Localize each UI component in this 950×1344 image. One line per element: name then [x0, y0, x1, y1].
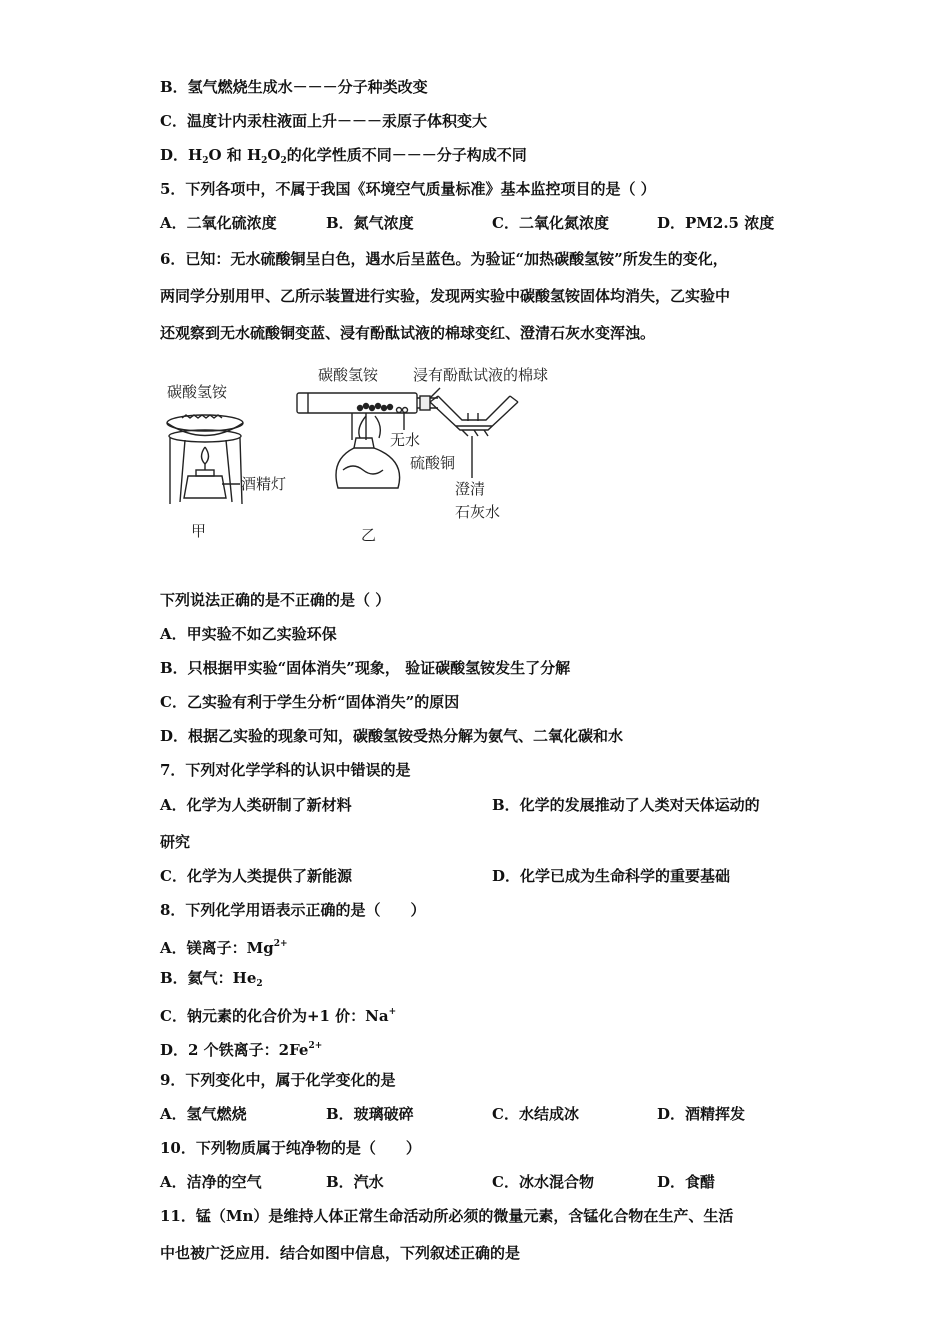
q6-option-a: A．甲实验不如乙实验环保: [160, 625, 337, 643]
yi-label-copper-sulfate: 硫酸铜: [410, 454, 456, 472]
q10-option-c: C．冰水混合物: [492, 1173, 594, 1191]
q11-stem-line1: 11．锰（Mn）是维持人体正常生命活动所必须的微量元素，含锰化合物在生产、生活: [160, 1207, 734, 1225]
q11-stem-line2: 中也被广泛应用．结合如图中信息，下列叙述正确的是: [160, 1244, 521, 1262]
q6-option-d: D．根据乙实验的现象可知，碳酸氢铵受热分解为氨气、二氧化碳和水: [160, 727, 624, 745]
jia-label-ammonium-bicarbonate: 碳酸氢铵: [167, 383, 228, 401]
yi-label-clear: 澄清: [455, 480, 486, 498]
q4-option-c: C．温度计内汞柱液面上升－－－汞原子体积变大: [160, 112, 487, 130]
q8-option-a: A．镁离子：$Mg^{2+}$: [160, 939, 288, 957]
jia-apparatus: [167, 415, 243, 504]
q5-option-c: C．二氧化氮浓度: [492, 214, 609, 232]
q10-stem: 10．下列物质属于纯净物的是（ ）: [160, 1139, 421, 1157]
q7-option-a: A．化学为人类研制了新材料: [160, 796, 352, 814]
q6-stem-line1: 6．已知：无水硫酸铜呈白色，遇水后呈蓝色。为验证“加热碳酸氢铵”所发生的变化，: [160, 250, 728, 268]
q7-option-b-cont: 研究: [160, 833, 191, 851]
q9-option-d: D．酒精挥发: [657, 1105, 746, 1123]
q6-stem-line2: 两同学分别用甲、乙所示装置进行实验，发现两实验中碳酸氢铵固体均消失，乙实验中: [160, 287, 731, 305]
q6-option-b: B．只根据甲实验“固体消失”现象， 验证碳酸氢铵发生了分解: [160, 659, 571, 677]
q10-option-b: B．汽水: [326, 1173, 384, 1191]
q10-option-d: D．食醋: [657, 1173, 716, 1191]
q4-option-b: B．氢气燃烧生成水－－－分子种类改变: [160, 78, 428, 96]
q10-option-a: A．洁净的空气: [160, 1173, 262, 1191]
yi-label-ammonium-bicarbonate: 碳酸氢铵: [318, 366, 379, 384]
yi-label-cotton-ball: 浸有酚酞试液的棉球: [413, 366, 549, 384]
q6-question: 下列说法正确的是不正确的是（ ）: [160, 591, 391, 609]
q4-option-d: D．$H_2O$ 和 $H_2O_2$的化学性质不同－－－分子构成不同: [160, 146, 527, 166]
q9-stem: 9．下列变化中，属于化学变化的是: [160, 1071, 396, 1089]
q8-option-c: C．钠元素的化合价为+1 价：Na+: [160, 1007, 397, 1025]
q7-option-d: D．化学已成为生命科学的重要基础: [492, 867, 731, 885]
jia-caption: 甲: [191, 522, 207, 540]
q9-option-c: C．水结成冰: [492, 1105, 579, 1123]
q5-stem: 5．下列各项中，不属于我国《环境空气质量标准》基本监控项目的是（ ）: [160, 180, 656, 198]
q8-option-b: B．氦气：$He_2$: [160, 969, 263, 989]
q5-option-a: A．二氧化硫浓度: [160, 214, 277, 232]
yi-label-limewater: 石灰水: [455, 503, 501, 521]
q5-option-b: B．氮气浓度: [326, 214, 414, 232]
q7-stem: 7．下列对化学学科的认识中错误的是: [160, 761, 411, 779]
yi-label-anhydrous: 无水: [390, 431, 421, 449]
q9-option-a: A．氢气燃烧: [160, 1105, 247, 1123]
q7-option-c: C．化学为人类提供了新能源: [160, 867, 352, 885]
q8-option-d: D．2 个铁离子：$2Fe^{2+}$: [160, 1041, 323, 1059]
q5-option-d: D．PM2.5 浓度: [657, 214, 775, 232]
q7-option-b: B．化学的发展推动了人类对天体运动的: [492, 796, 760, 814]
q6-stem-line3: 还观察到无水硫酸铜变蓝、浸有酚酞试液的棉球变红、澄清石灰水变浑浊。: [160, 324, 656, 342]
yi-caption: 乙: [361, 526, 377, 544]
q8-stem: 8．下列化学用语表示正确的是（ ）: [160, 901, 426, 919]
q6-option-c: C．乙实验有利于学生分析“固体消失”的原因: [160, 693, 460, 711]
q9-option-b: B．玻璃破碎: [326, 1105, 414, 1123]
jia-label-alcohol-lamp: 酒精灯: [241, 475, 287, 493]
